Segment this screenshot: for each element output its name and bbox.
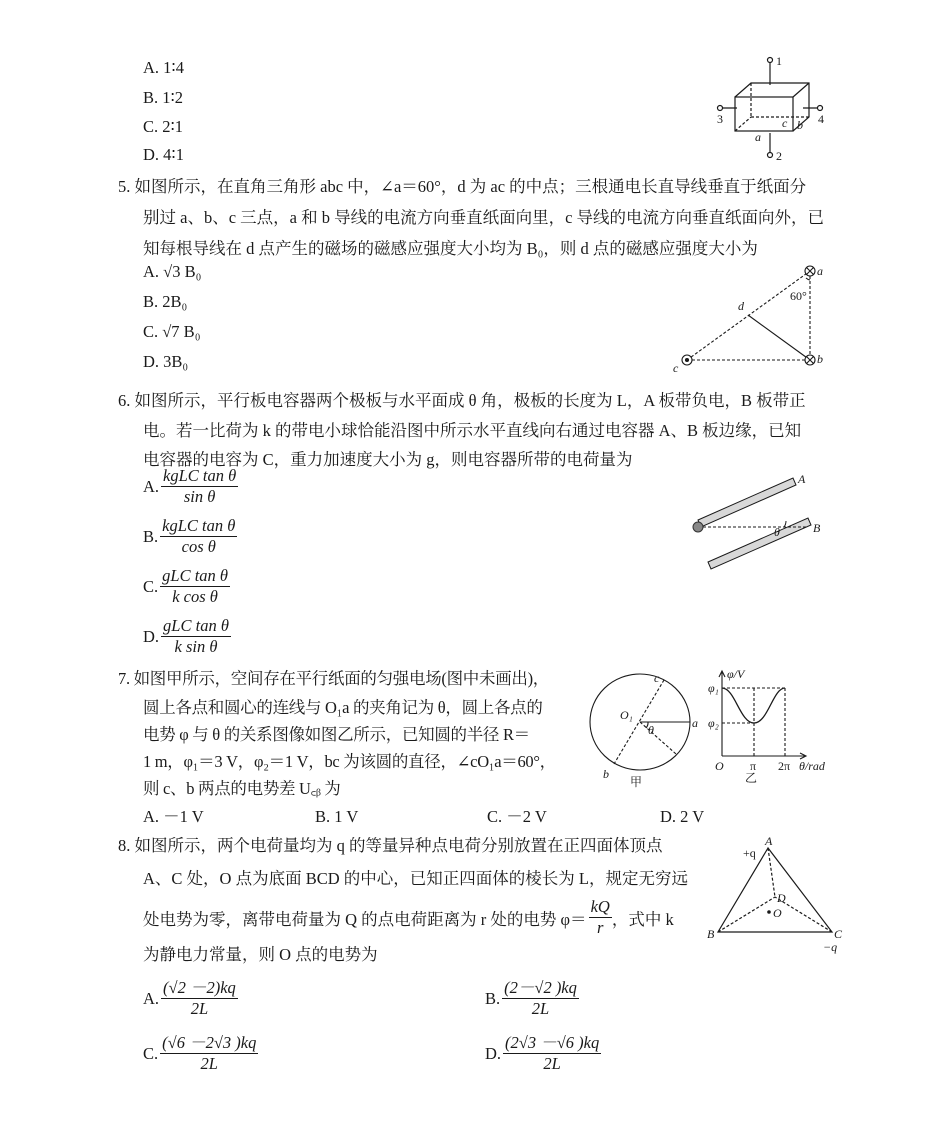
origin-label: O	[715, 759, 724, 773]
charge-minus-q-label: −q	[823, 940, 838, 954]
q4-conductor-box-figure	[715, 55, 835, 165]
terminal-1-label: 1	[776, 54, 782, 68]
theta-label: θ	[648, 723, 654, 737]
numerator: kgLC tan θ	[162, 516, 236, 535]
option-label: B.	[143, 526, 159, 546]
q7-stem-line-5: 则 c、b 两点的电势差 U꜀ᵦ 为	[143, 779, 341, 798]
option-label: A.	[143, 988, 160, 1008]
q7-option-c: C. －2 V	[487, 807, 547, 826]
point-a-label: a	[817, 264, 823, 278]
terminal-3-label: 3	[717, 112, 723, 126]
2pi-tick: 2π	[778, 759, 791, 773]
q7-option-d: D. 2 V	[660, 807, 705, 826]
q7-stem-line-1: 7. 如图甲所示，空间存在平行纸面的匀强电场(图中未画出)，	[118, 669, 549, 688]
figure-caption-jia: 甲	[630, 775, 643, 789]
option-label: B.	[485, 988, 501, 1008]
numerator: kQ	[590, 897, 610, 916]
q5-option-c: C. √7 B₀	[143, 322, 201, 341]
denominator: 2L	[543, 1054, 561, 1073]
option-label: C.	[143, 1043, 159, 1063]
center-o-label: O	[773, 906, 782, 920]
q5-triangle-figure	[670, 262, 840, 374]
charge-plus-q-label: +q	[743, 846, 756, 860]
q6-option-c	[143, 566, 230, 607]
q5-option-b: B. 2B₀	[143, 292, 188, 311]
numerator: (√2 －2)kq	[163, 978, 236, 997]
q4-option-b: B. 1∶2	[143, 88, 184, 107]
edge-c-label: c	[782, 116, 788, 130]
q5-stem-line-1: 5. 如图所示，在直角三角形 abc 中，∠a＝60°，d 为 ac 的中点；三根通电长直导线垂直于纸面分	[118, 177, 807, 196]
edge-a-label: a	[755, 130, 761, 144]
q6-stem-line-1: 6. 如图所示，平行板电容器两个极板与水平面成 θ 角，极板的长度为 L，A 板带负电，B 板带正	[118, 391, 806, 410]
q7-circle-figure	[586, 672, 701, 787]
point-a-label: a	[692, 716, 698, 730]
q8-stem-line-4: 为静电力常量，则 O 点的电势为	[143, 945, 378, 964]
point-b-label: b	[603, 767, 609, 781]
q6-stem-line-3: 电容器的电容为 C，重力加速度大小为 g，则电容器所带的电荷量为	[143, 450, 633, 469]
denominator: 2L	[531, 999, 550, 1018]
denominator: sin θ	[183, 487, 216, 506]
denominator: k cos θ	[172, 587, 218, 606]
point-c-label: c	[673, 361, 679, 375]
point-b-label: b	[817, 352, 823, 366]
q7-stem-line-4: 1 m，φ₁＝3 V，φ₂＝1 V，bc 为该圆的直径，∠cO₁a＝60°，	[143, 752, 556, 771]
q4-option-d: D. 4∶1	[143, 145, 184, 164]
terminal-2-label: 2	[776, 149, 782, 163]
stem-text: ，式中 k	[611, 909, 674, 929]
q8-tetrahedron-figure	[705, 835, 845, 955]
option-label: D.	[485, 1043, 502, 1063]
q5-stem-line-2: 别过 a、b、c 三点，a 和 b 导线的电流方向垂直纸面向里，c 导线的电流方向垂直纸面向外，已	[143, 208, 825, 227]
option-label: A.	[143, 476, 160, 496]
q8-stem-line-3	[143, 897, 674, 938]
point-c-label: c	[654, 671, 660, 685]
numerator: (2√3 －√6 )kq	[505, 1033, 600, 1052]
q7-stem-line-2: 圆上各点和圆心的连线与 O₁a 的夹角记为 θ，圆上各点的	[143, 698, 543, 717]
numerator: kgLC tan θ	[163, 466, 237, 485]
point-d-label: d	[738, 299, 744, 313]
numerator: gLC tan θ	[162, 566, 229, 585]
phi1-tick: φ₁	[708, 681, 719, 695]
q5-stem-line-3: 知每根导线在 d 点产生的磁场的磁感应强度大小均为 B₀，则 d 点的磁感应强度大小为	[143, 239, 758, 258]
x-axis-label: θ/rad	[799, 759, 825, 773]
q8-stem-line-2: A、C 处，O 点为底面 BCD 的中心，已知正四面体的棱长为 L，规定无穷远	[143, 869, 688, 888]
denominator: 2L	[200, 1054, 218, 1073]
numerator: (√6 －2√3 )kq	[162, 1033, 257, 1052]
terminal-4-label: 4	[818, 112, 824, 126]
y-axis-label: φ/V	[727, 667, 745, 681]
numerator: gLC tan θ	[163, 616, 229, 635]
figure-caption-yi: 乙	[745, 771, 758, 785]
option-label: C.	[143, 576, 159, 596]
q7-potential-graph	[705, 668, 845, 783]
numerator: (2－√2 )kq	[504, 978, 577, 997]
option-label: D.	[143, 626, 160, 646]
denominator: cos θ	[181, 537, 216, 556]
q6-option-b	[143, 516, 237, 557]
denominator: r	[596, 918, 604, 937]
phi2-tick: φ₂	[708, 716, 719, 730]
q7-stem-line-3: 电势 φ 与 θ 的关系图像如图乙所示，已知圆的半径 R＝	[143, 725, 530, 744]
q6-capacitor-figure	[688, 470, 838, 570]
denominator: k sin θ	[174, 637, 218, 656]
q6-option-d	[143, 616, 231, 657]
q8-option-b	[485, 978, 579, 1019]
denominator: 2L	[190, 999, 209, 1018]
plate-a-label: A	[798, 472, 806, 486]
vertex-d-label: D	[777, 891, 786, 905]
theta-label: θ	[774, 525, 780, 539]
center-o1-label: O₁	[620, 708, 633, 722]
q6-option-a	[143, 466, 238, 507]
q7-option-a: A. －1 V	[143, 807, 204, 826]
q4-option-c: C. 2∶1	[143, 117, 184, 136]
q8-option-d	[485, 1033, 601, 1074]
vertex-c-label: C	[834, 927, 843, 941]
vertex-a-label: A	[765, 834, 773, 848]
q5-option-a: A. √3 B₀	[143, 262, 202, 281]
q5-option-d: D. 3B₀	[143, 352, 189, 371]
edge-b-label: b	[797, 118, 803, 132]
q8-stem-line-1: 8. 如图所示，两个电荷量均为 q 的等量异种点电荷分别放置在正四面体顶点	[118, 836, 663, 855]
q6-stem-line-2: 电。若一比荷为 k 的带电小球恰能沿图中所示水平直线向右通过电容器 A、B 板边缘，已知	[143, 421, 802, 440]
vertex-b-label: B	[707, 927, 715, 941]
q8-option-c	[143, 1033, 258, 1074]
q8-option-a	[143, 978, 238, 1019]
plate-b-label: B	[813, 521, 821, 535]
q7-option-b: B. 1 V	[315, 807, 359, 826]
stem-text: 处电势为零，离带电荷量为 Q 的点电荷距离为 r 处的电势 φ＝	[143, 909, 587, 929]
pi-tick: π	[750, 759, 757, 773]
q4-option-a: A. 1∶4	[143, 58, 184, 77]
angle-60-label: 60°	[790, 289, 807, 303]
